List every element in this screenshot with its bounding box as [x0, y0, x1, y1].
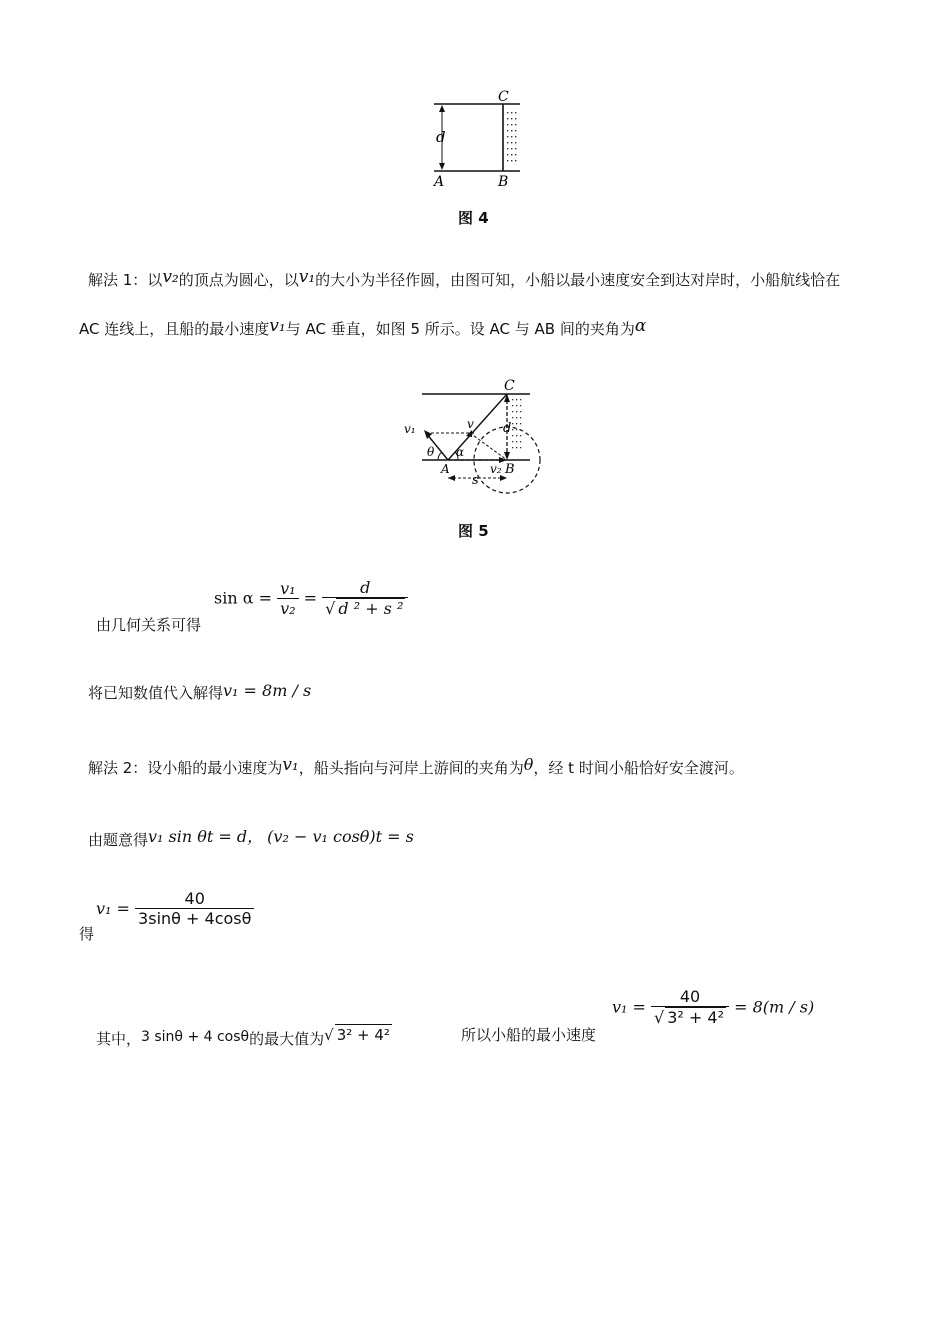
condition-label: 由题意得: [88, 831, 149, 849]
arrow-d-down: [504, 452, 510, 460]
final-label-b: 的最大值为: [249, 1030, 325, 1048]
method1-line1-a: 解法 1：以: [88, 271, 163, 289]
figure-4-diagram: [420, 85, 540, 190]
sin-alpha: sin α =: [214, 588, 273, 608]
label-c: C: [498, 89, 509, 105]
final-line: [96, 1024, 392, 1049]
label-v1: v₁: [404, 422, 416, 436]
final-formula: [612, 987, 814, 1027]
label-v: v: [467, 417, 474, 431]
label-b: B: [505, 462, 515, 477]
figure-4-caption: 图 4: [458, 209, 489, 227]
label-c: C: [504, 378, 515, 394]
final-rhs: = 8(m / s): [734, 997, 815, 1017]
final-denominator: √ 3² + 4²: [654, 1008, 725, 1027]
final-lhs: v₁ =: [612, 997, 646, 1017]
method2-text-a: 解法 2：设小船的最小速度为: [88, 759, 283, 777]
label-d: d: [436, 128, 446, 146]
condition-line: [88, 827, 414, 850]
derive-numerator: 40: [135, 889, 254, 909]
sqrt-radicand: d ² + s ²: [338, 599, 404, 618]
method2-text-b: ，船头指向与河岸上游间的夹角为: [298, 759, 524, 777]
final-denominator-radicand: 3² + 4²: [667, 1008, 725, 1027]
figure-5-diagram: [400, 372, 550, 502]
dashed-v-resultant: [470, 433, 507, 460]
fraction-v1-v2-numerator: v₁: [277, 579, 298, 599]
danger-zone-dots: [507, 112, 516, 161]
final-sqrt-radicand: 3² + 4²: [336, 1026, 390, 1044]
fraction-d-numerator: d: [322, 578, 408, 598]
symbol-theta: θ: [523, 755, 534, 774]
arrow-v1: [424, 430, 432, 439]
geometry-formula: [214, 578, 408, 618]
derive-fraction: [135, 889, 254, 928]
condition-eq1: v₁ sin θt = d，: [148, 827, 264, 846]
equals-sign: =: [303, 588, 318, 608]
fraction-v1-v2: [277, 579, 298, 618]
symbol-v1: v₁: [298, 267, 316, 287]
symbol-v2: v₂: [162, 267, 179, 287]
symbol-v1: v₁: [282, 755, 299, 775]
derive-denominator: 3sinθ + 4cosθ: [138, 909, 252, 928]
method1-line2-a: AC 连线上，且船的最小速度: [79, 320, 270, 338]
final-expr: 3 sinθ + 4 cosθ: [141, 1029, 250, 1045]
method1-line1-c: 的大小为半径作圆，由图可知，小船以最小速度安全到达对岸时，小船航线恰在: [315, 271, 841, 289]
label-b: B: [498, 174, 509, 190]
danger-zone-dots: [512, 399, 521, 448]
derive-label: 得: [79, 925, 95, 943]
label-a: A: [434, 174, 445, 190]
d-arrow-top: [439, 105, 445, 112]
substitute-label: 将已知数值代入解得: [88, 684, 224, 702]
method1-line2: [79, 316, 646, 339]
fraction-d-sqrt: [322, 578, 408, 618]
label-d: d: [503, 421, 512, 436]
method1-line1: [88, 267, 840, 290]
fraction-v1-v2-denominator: v₂: [280, 598, 296, 618]
symbol-v1-b: v₁: [269, 316, 286, 336]
substitute-line: [88, 681, 311, 703]
method1-line1-b: 的顶点为圆心，以: [178, 271, 299, 289]
label-v2: v₂: [490, 462, 502, 476]
final-label-c: 所以小船的最小速度: [461, 1026, 597, 1044]
symbol-alpha: α: [634, 316, 647, 336]
derive-lhs: v₁ =: [96, 899, 130, 918]
derive-formula: [96, 889, 254, 928]
label-a: A: [441, 462, 450, 476]
geometry-label: 由几何关系可得: [96, 616, 202, 634]
fraction-sqrt-denominator: √ d ² + s ²: [325, 599, 404, 618]
arrow-c-up: [504, 394, 510, 402]
final-fraction: [651, 987, 729, 1027]
label-alpha: α: [456, 445, 465, 459]
figure-5-caption: 图 5: [458, 522, 489, 540]
label-theta: θ: [427, 445, 435, 459]
method1-line2-b: 与 AC 垂直，如图 5 所示。设 AC 与 AB 间的夹角为: [285, 320, 635, 338]
final-sqrt: √ 3² + 4²: [324, 1026, 390, 1044]
final-label-a: 其中，: [96, 1030, 142, 1048]
substitute-result: v₁ = 8m / s: [223, 681, 312, 700]
method2-line: [88, 755, 744, 778]
method2-text-c: ，经 t 时间小船恰好安全渡河。: [533, 759, 744, 777]
d-arrow-bottom: [439, 163, 445, 170]
angle-theta-arc: [438, 452, 442, 460]
label-s: s: [472, 473, 479, 488]
condition-eq2: (v₂ − v₁ cosθ)t = s: [267, 827, 414, 846]
final-numerator: 40: [651, 987, 729, 1007]
